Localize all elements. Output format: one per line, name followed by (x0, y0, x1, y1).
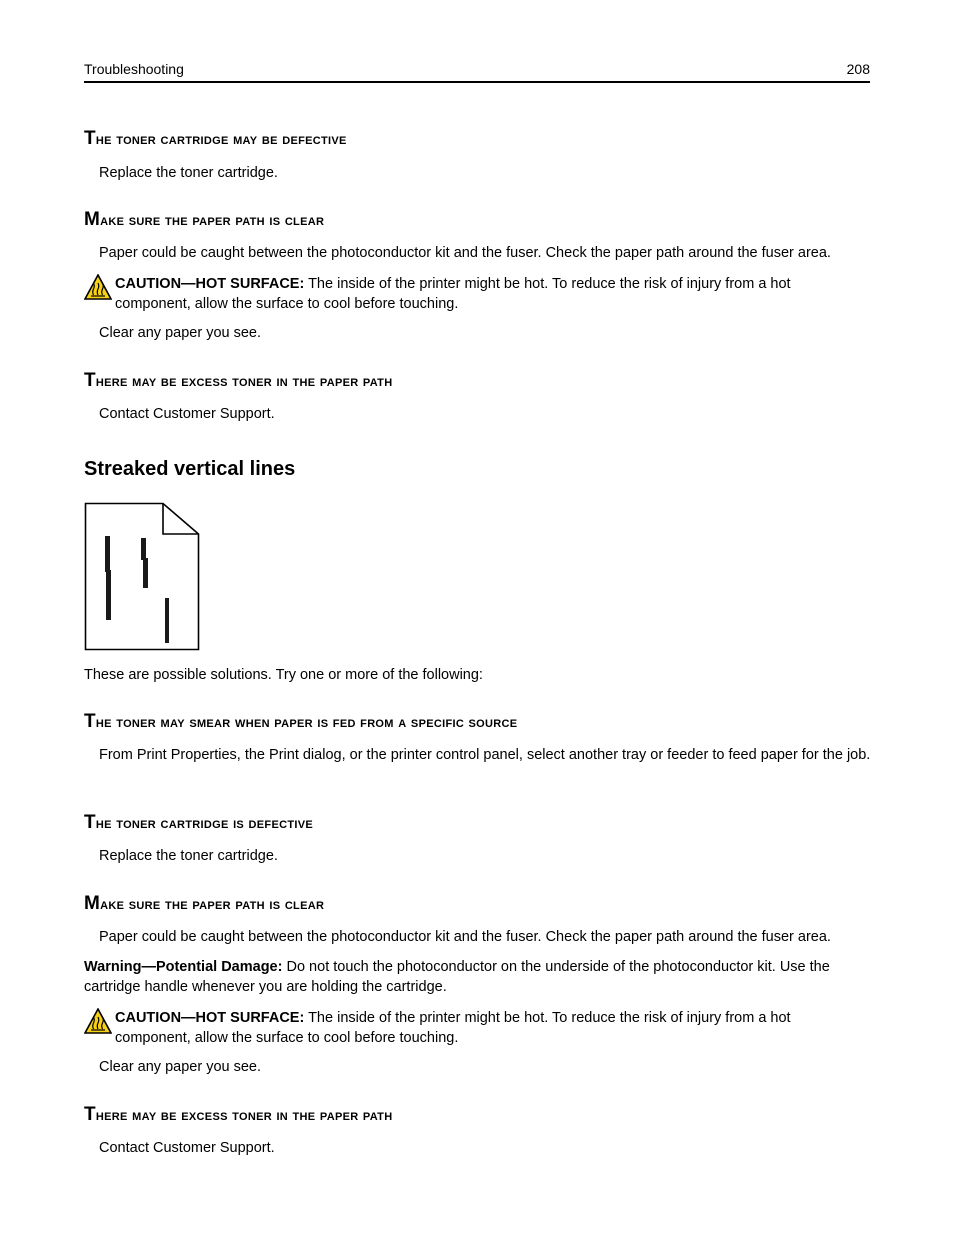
hot-surface-caution-icon (84, 1008, 112, 1034)
paragraph: From Print Properties, the Print dialog, or the printer control panel, select another tray or feeder to feed paper for the job. (99, 747, 871, 763)
subheading-toner-cartridge-defective: The toner cartridge is defective (84, 812, 313, 833)
subheading-toner-cartridge-defective: The toner cartridge may be defective (84, 128, 347, 149)
subheading-excess-toner: There may be excess toner in the paper path (84, 1104, 393, 1125)
paragraph: Contact Customer Support. (99, 406, 275, 422)
subheading-paper-path-clear: Make sure the paper path is clear (84, 893, 325, 914)
paragraph: Clear any paper you see. (99, 325, 262, 341)
subheading-paper-path-clear: Make sure the paper path is clear (84, 209, 325, 230)
caution-text (115, 274, 855, 314)
caution-text (115, 1008, 855, 1048)
hot-surface-caution-icon (84, 274, 112, 300)
running-header-section: Troubleshooting (84, 61, 184, 77)
caution-label: CAUTION—HOT SURFACE: (115, 276, 305, 292)
paragraph-intro: These are possible solutions. Try one or more of the following: (84, 667, 483, 683)
caution-body: The inside of the printer might be hot. To reduce the risk of injury from a hot component, allow the surface to cool before touching. (115, 1010, 791, 1046)
paragraph: Paper could be caught between the photoconductor kit and the fuser. Check the paper path around the fuser area. (99, 929, 831, 945)
streaked-page-illustration (84, 502, 200, 651)
caution-body: The inside of the printer might be hot. To reduce the risk of injury from a hot component, allow the surface to cool before touching. (115, 276, 791, 312)
paragraph: Replace the toner cartridge. (99, 165, 278, 181)
subheading-excess-toner: There may be excess toner in the paper path (84, 370, 393, 391)
subheading-toner-smear: The toner may smear when paper is fed from a specific source (84, 711, 518, 732)
caution-label: CAUTION—HOT SURFACE: (115, 1010, 305, 1026)
warning-note (84, 957, 874, 997)
paragraph: Replace the toner cartridge. (99, 848, 278, 864)
paragraph: Paper could be caught between the photoconductor kit and the fuser. Check the paper path around the fuser area. (99, 245, 831, 261)
paragraph: Clear any paper you see. (99, 1059, 262, 1075)
warning-body: Do not touch the photoconductor on the underside of the photoconductor kit. Use the cartridge handle whenever you are holding the cartridge. (84, 959, 830, 995)
page-number: 208 (846, 61, 870, 77)
paragraph: Contact Customer Support. (99, 1140, 275, 1156)
warning-label: Warning—Potential Damage: (84, 959, 283, 975)
section-heading: Streaked vertical lines (84, 458, 296, 480)
header-rule (84, 81, 870, 83)
